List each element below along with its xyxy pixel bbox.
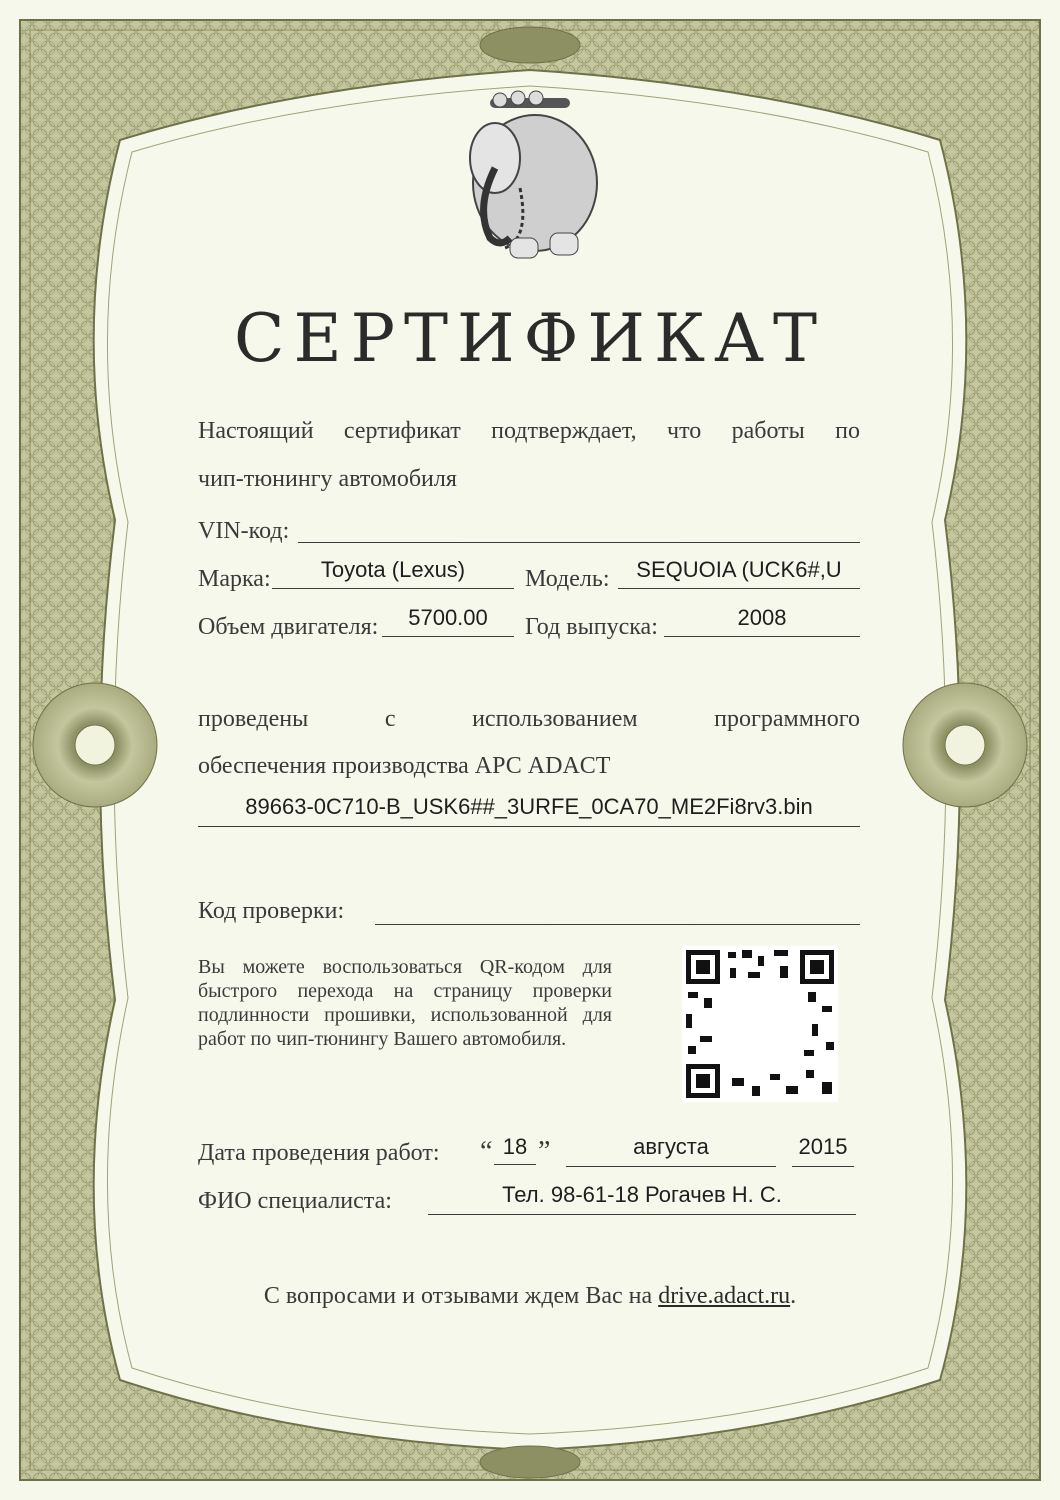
year-label: Год выпуска: — [525, 614, 658, 640]
elephant-logo — [450, 88, 610, 263]
qr-hint-text: Вы можете воспользоваться QR-кодом для быстрого перехода на страницу проверки подлинности прошивки, использованной для работ по чип-тюнингу Вашего автомобиля. — [198, 956, 612, 1050]
date-label: Дата проведения работ: — [198, 1140, 440, 1166]
date-open-quote: “ — [480, 1136, 493, 1167]
date-year-line — [792, 1166, 854, 1167]
specialist-line — [428, 1214, 856, 1215]
footer-link[interactable]: drive.adact.ru — [658, 1283, 791, 1309]
make-value: Toyota (Lexus) — [320, 557, 466, 582]
firmware-file: 89663-0C710-B_USK6##_3URFE_0CA70_ME2Fi8rv3.bin — [245, 794, 813, 819]
certificate-title: СЕРТИФИКАТ — [233, 300, 827, 377]
software-word-4: программного — [714, 706, 860, 732]
intro-line-2: чип-тюнингу автомобиля — [198, 466, 457, 492]
date-month: августа — [633, 1134, 709, 1159]
firmware-line — [198, 826, 860, 827]
engine-line — [382, 636, 514, 637]
software-word-2: с — [384, 706, 396, 732]
software-word-3: использованием — [472, 706, 638, 732]
engine-label: Объем двигателя: — [198, 614, 379, 640]
qr-code[interactable] — [682, 946, 838, 1102]
model-label: Модель: — [525, 566, 610, 592]
date-month-line — [566, 1166, 776, 1167]
make-line — [272, 588, 514, 589]
footer-end: . — [790, 1283, 797, 1309]
software-line-1 — [198, 696, 860, 742]
model-value: SEQUOIA (UCK6#,U — [636, 557, 842, 582]
model-line — [618, 588, 860, 589]
date-year: 2015 — [798, 1134, 848, 1159]
year-line — [664, 636, 860, 637]
date-close-quote: ” — [538, 1136, 551, 1167]
footer-text: С вопросами и отзывами ждем Вас на — [263, 1283, 653, 1309]
software-word-1: проведены — [198, 706, 309, 732]
specialist-value: Тел. 98-61-18 Рогачев Н. С. — [502, 1182, 782, 1207]
check-code-line — [375, 924, 860, 925]
date-day-line — [494, 1164, 536, 1165]
software-line-2: обеспечения производства АРС ADACT — [198, 753, 611, 779]
vin-line — [298, 542, 860, 543]
intro-line-1: Настоящий сертификат подтверждает, что работы по — [198, 418, 860, 444]
check-code-redaction — [545, 896, 695, 918]
footer — [0, 1283, 1060, 1310]
year-value: 2008 — [737, 605, 787, 630]
date-day: 18 — [502, 1134, 528, 1159]
qr-redaction — [722, 986, 800, 1064]
check-code-label: Код проверки: — [198, 898, 345, 924]
engine-value: 5700.00 — [408, 605, 488, 630]
make-label: Марка: — [198, 566, 271, 592]
specialist-label: ФИО специалиста: — [198, 1188, 392, 1214]
vin-label: VIN-код: — [198, 518, 290, 544]
vin-redaction — [455, 512, 685, 534]
